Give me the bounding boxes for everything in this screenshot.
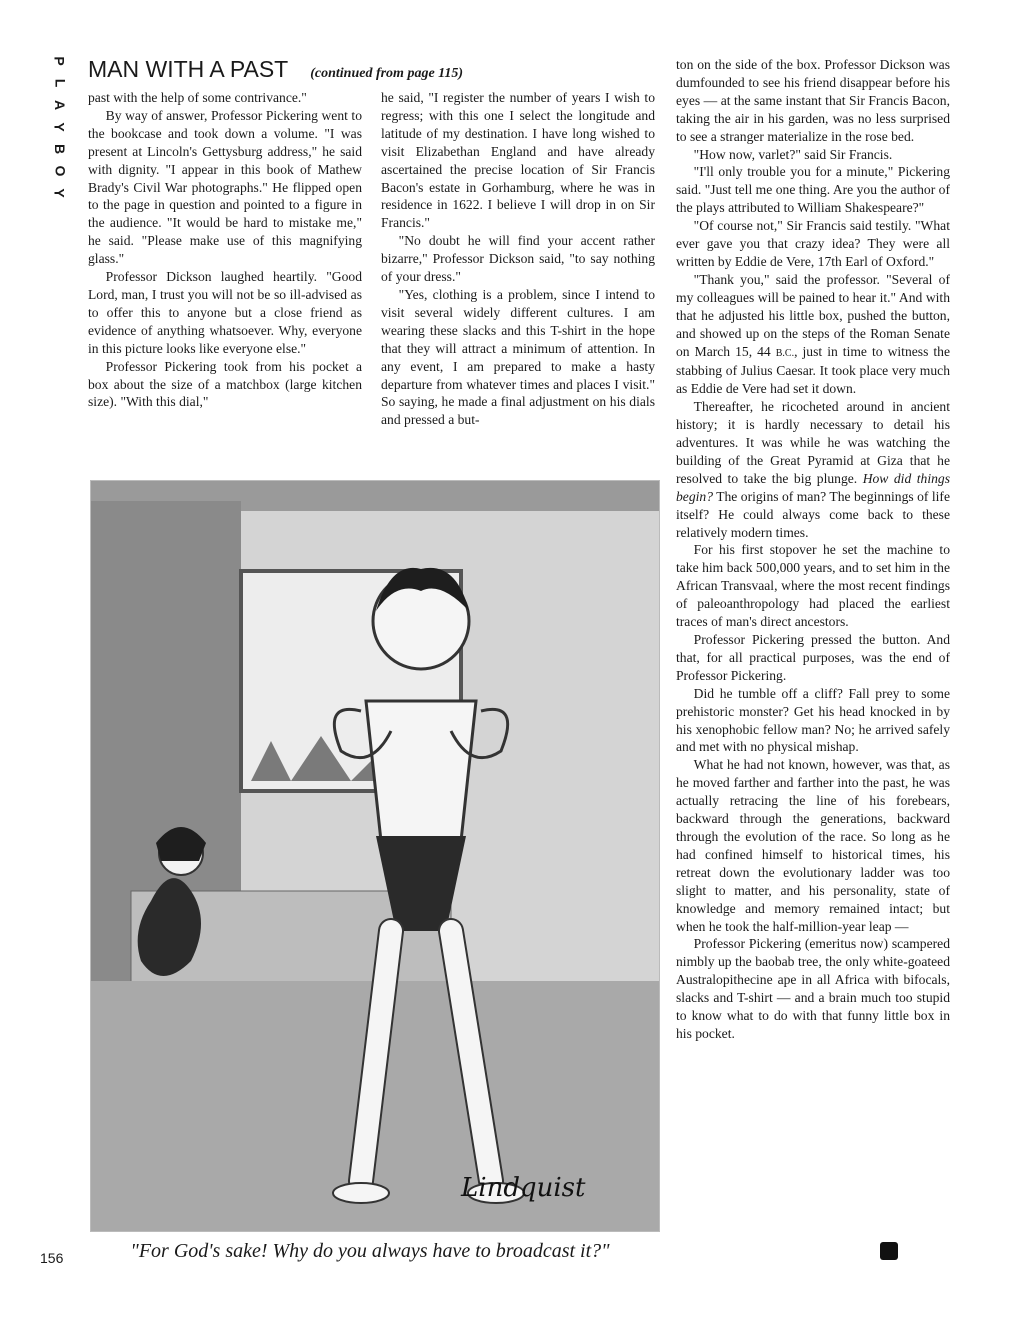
- spine-letter: Y: [52, 122, 68, 132]
- paragraph: Professor Pickering (emeritus now) scampered nimbly up the baobab tree, the only white-goateed Australopithecine ape in all Africa with bifocals, slacks and T-shirt — and a brain much too stupid to know what to do with that funny little box in his pocket.: [676, 936, 950, 1041]
- text-run: B.C.: [775, 347, 795, 359]
- cartoon-illustration: [90, 480, 660, 1232]
- cartoon-drawing: [91, 481, 659, 1231]
- rabbit-end-mark-icon: [880, 1242, 898, 1260]
- paragraph: "No doubt he will find your accent rather bizarre," Professor Dickson said, "to say nothing of your dress.": [381, 233, 655, 285]
- article-header: [88, 56, 648, 84]
- artist-signature: Lindquist: [461, 1173, 586, 1203]
- paragraph: Professor Dickson laughed heartily. "Good Lord, man, I trust you will not be so ill-advised as to offer this to anyone but a close friend as evidence of anything whatsoever. Why, everyone in this picture looks like everyone else.": [88, 269, 362, 356]
- paragraph: For his first stopover he set the machine to take him back 500,000 years, and to set him in the African Transvaal, where the most recent findings of paleoanthropology had placed the earliest traces of man's direct ancestors.: [676, 542, 950, 630]
- paragraph: "How now, varlet?" said Sir Francis.: [693, 146, 893, 162]
- spine-letter: L: [52, 78, 68, 88]
- paragraph: [676, 271, 950, 398]
- article-title: MAN WITH A PAST: [88, 56, 289, 82]
- text-run: The origins of man? The beginnings of life itself? He could always come back to these relatively modern times.: [676, 488, 950, 540]
- paragraph: "Of course not," Sir Francis said testily. "What ever gave you that crazy idea? They were all written by Eddie de Vere, 17th Earl of Oxford.": [676, 218, 950, 269]
- text-column-1: [88, 89, 362, 459]
- paragraph: Professor Pickering took from his pocket a box about the size of a matchbox (large kitchen size). "With this dial,": [88, 358, 362, 410]
- paragraph: By way of answer, Professor Pickering went to the bookcase and took down a volume. "I was present at Lincoln's Gettysburg address," he said with dignity. "I appear in this book of Mathew Brady's Civil War photographs." He flipped open to the page in question and pointed to a figure in the audience. "It would be hard to mistake me," he said. "Please make use of this magnifying glass.": [88, 107, 362, 267]
- spine-letter: P: [52, 56, 68, 66]
- paragraph: past with the help of some contrivance.": [88, 90, 307, 105]
- paragraph: ton on the side of the box. Professor Dickson was dumfounded to see his friend disappear before his eyes — at the same instant that Sir Francis Bacon, taking the air in his garden, was no less surprised to see a stranger materialize in the rose bed.: [676, 57, 950, 144]
- paragraph: What he had not known, however, was that, as he moved farther and farther into the past, he was actually retracing the line of his forebears, backward through the generations, backward through the evolution of the race. So long as he had confined himself to historical times, his retreat down the evolutionary ladder was too slight to matter, and his personality, state of knowledge and memory remained intact; but when he took the half-million-year leap —: [676, 757, 950, 934]
- paragraph: he said, "I register the number of years I wish to regress; with this one I select the longitude and latitude of my destination. I have long wished to visit Elizabethan England and have already ascertained the precise location of Sir Francis Bacon's estate in Gorhamburg, where he was in residence in 1622. I believe I will drop in on Sir Francis.": [381, 90, 655, 231]
- paragraph: Did he tumble off a cliff? Fall prey to some prehistoric monster? Get his head knocked in by his xenophobic fellow man? No; he arrived safely and met with no physical mishap.: [676, 685, 950, 755]
- cartoon-caption: "For God's sake! Why do you always have to broadcast it?": [130, 1240, 610, 1262]
- page-number: 156: [40, 1250, 64, 1266]
- spine-letter: O: [51, 165, 68, 177]
- paragraph: "I'll only trouble you for a minute," Pickering said. "Just tell me one thing. Are you the author of the plays attributed to William Shakespeare?": [676, 164, 950, 216]
- paragraph: [676, 398, 950, 541]
- text-run: Thereafter, he ricocheted around in ancient history; it is hardly necessary to detail his adventures. It was while he was watching the building of the Great Pyramid at Giza that he resolved to take the big plunge.: [676, 399, 950, 486]
- text-run: , just in time to witness the stabbing of Julius Caesar. It took place very much as Eddie de Vere had set it down.: [676, 343, 950, 397]
- spine-letter: Y: [52, 188, 68, 198]
- text-column-2: [381, 89, 655, 459]
- paragraph: "Yes, clothing is a problem, since I intend to visit several widely different cultures. I am wearing these slacks and this T-shirt in the hope that they will attract a minimum of attention. In any event, I am prepared to make a hasty departure from whatever times and places I visit." So saying, he made a final adjustment on his dials and pressed a but-: [381, 286, 655, 428]
- spine-letter: A: [52, 99, 68, 111]
- text-run: "Thank you," said the professor. "Several of my colleagues will be pained to hear it." And with that he adjusted his little box, pushed the button, and showed up on the steps of the Roman Senate on March 15, 44: [676, 271, 950, 359]
- paragraph: Professor Pickering pressed the button. And that, for all practical purposes, was the end of Professor Pickering.: [676, 632, 950, 683]
- italic-text: How did things begin?: [676, 470, 950, 504]
- text-column-3: [676, 56, 950, 1246]
- magazine-spine: [50, 50, 70, 204]
- spine-letter: B: [52, 143, 68, 155]
- continued-note: (continued from page 115): [310, 66, 464, 81]
